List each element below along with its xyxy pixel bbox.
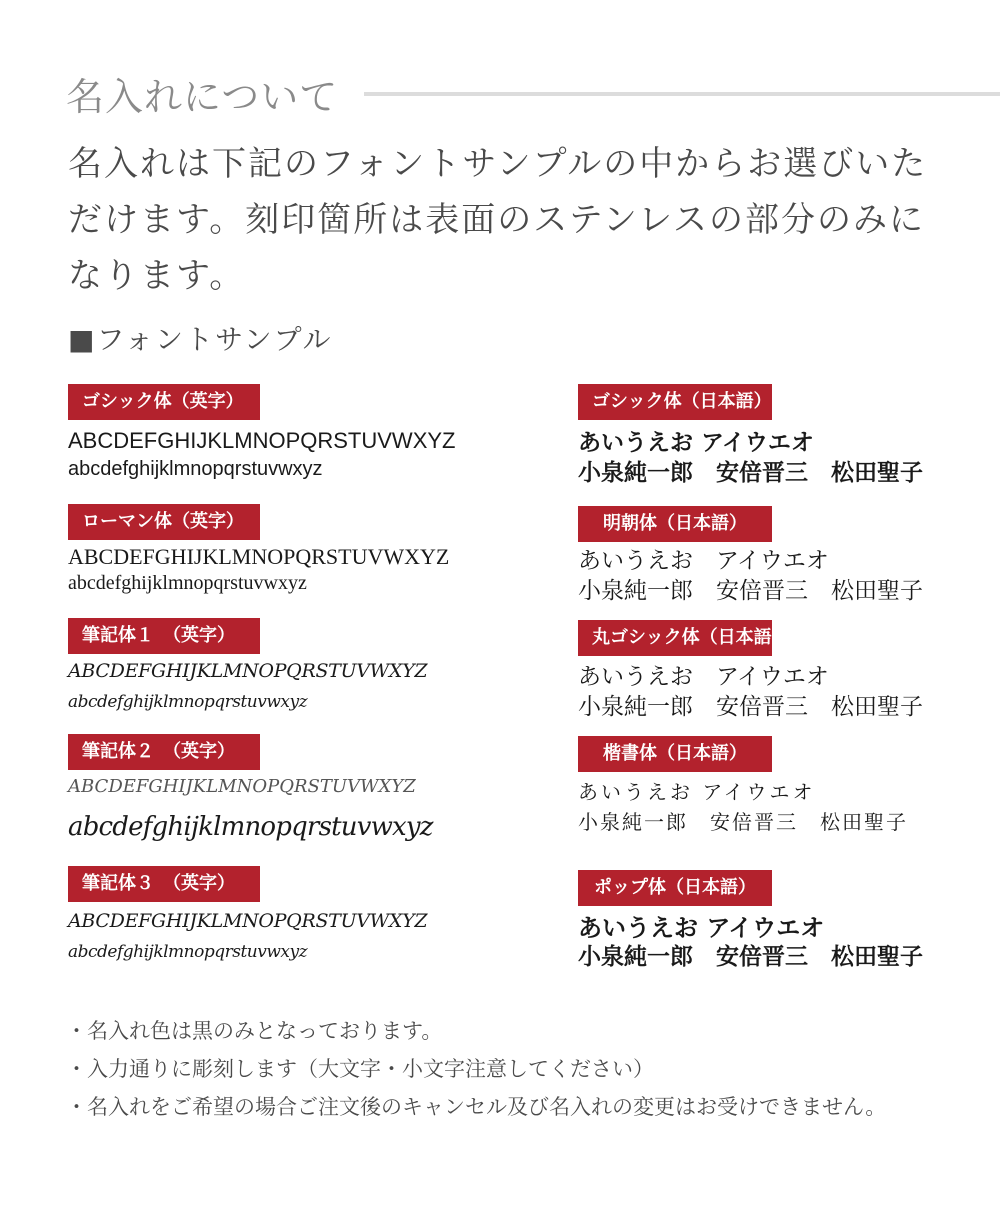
sample-gothic-jp-kana: あいうえお アイウエオ <box>578 430 814 456</box>
tag-pop-jp: ポップ体（日本語） <box>578 870 772 906</box>
font-sample-label: ■フォントサンプル <box>68 323 333 356</box>
intro-line: 名入れは下記のフォントサンプルの中からお選びいた <box>68 144 928 184</box>
intro-text <box>68 136 948 304</box>
sample-script1-en-upper: ABCDEFGHIJKLMNOPQRSTUVWXYZ <box>68 660 428 682</box>
sample-pop-jp-names: 小泉純一郎 安倍晋三 松田聖子 <box>578 944 923 970</box>
note-item: ・名入れ色は黒のみとなっております。 <box>66 1019 443 1043</box>
sample-script2-en-upper: ABCDEFGHIJKLMNOPQRSTUVWXYZ <box>68 776 416 797</box>
sample-roman-en-lower: abcdefghijklmnopqrstuvwxyz <box>68 572 307 594</box>
intro-line: なります。 <box>68 256 246 296</box>
notes-list <box>66 1012 966 1126</box>
heading-divider <box>364 92 1000 96</box>
intro-line: だけます。刻印箇所は表面のステンレスの部分のみに <box>68 200 926 240</box>
tag-kaisho-jp: 楷書体（日本語） <box>578 736 772 772</box>
tag-script3-en: 筆記体３ （英字） <box>68 866 260 902</box>
sample-maru-gothic-jp-names: 小泉純一郎 安倍晋三 松田聖子 <box>578 694 923 720</box>
sample-gothic-en-lower: abcdefghijklmnopqrstuvwxyz <box>68 458 323 480</box>
sample-kaisho-jp-names: 小泉純一郎 安倍晋三 松田聖子 <box>578 810 908 834</box>
page-heading <box>66 66 1000 122</box>
sample-script3-en-lower: abcdefghijklmnopqrstuvwxyz <box>68 942 308 962</box>
sample-pop-jp-kana: あいうえお アイウエオ <box>578 914 825 942</box>
tag-gothic-en: ゴシック体（英字） <box>68 384 260 420</box>
tag-maru-gothic-jp: 丸ゴシック体（日本語） <box>578 620 772 656</box>
tag-script2-en: 筆記体２ （英字） <box>68 734 260 770</box>
note-item: ・名入れをご希望の場合ご注文後のキャンセル及び名入れの変更はお受けできません。 <box>66 1095 887 1119</box>
tag-script1-en: 筆記体１ （英字） <box>68 618 260 654</box>
sample-kaisho-jp-kana: あいうえお アイウエオ <box>578 780 816 804</box>
sample-script1-en-lower: abcdefghijklmnopqrstuvwxyz <box>68 692 308 712</box>
sample-script3-en-upper: ABCDEFGHIJKLMNOPQRSTUVWXYZ <box>68 910 428 932</box>
sample-maru-gothic-jp-kana: あいうえお アイウエオ <box>578 664 829 690</box>
sample-mincho-jp-kana: あいうえお アイウエオ <box>578 548 829 574</box>
tag-roman-en: ローマン体（英字） <box>68 504 260 540</box>
sample-gothic-jp-names: 小泉純一郎 安倍晋三 松田聖子 <box>578 460 923 486</box>
tag-gothic-jp: ゴシック体（日本語） <box>578 384 772 420</box>
tag-mincho-jp: 明朝体（日本語） <box>578 506 772 542</box>
sample-roman-en-upper: ABCDEFGHIJKLMNOPQRSTUVWXYZ <box>68 544 450 569</box>
note-item: ・入力通りに彫刻します（大文字・小文字注意してください） <box>66 1057 654 1081</box>
sample-script2-en-lower: abcdefghijklmnopqrstuvwxyz <box>68 812 433 842</box>
page-title: 名入れについて <box>66 75 339 119</box>
sample-gothic-en-upper: ABCDEFGHIJKLMNOPQRSTUVWXYZ <box>68 428 456 453</box>
sample-mincho-jp-names: 小泉純一郎 安倍晋三 松田聖子 <box>578 578 923 604</box>
